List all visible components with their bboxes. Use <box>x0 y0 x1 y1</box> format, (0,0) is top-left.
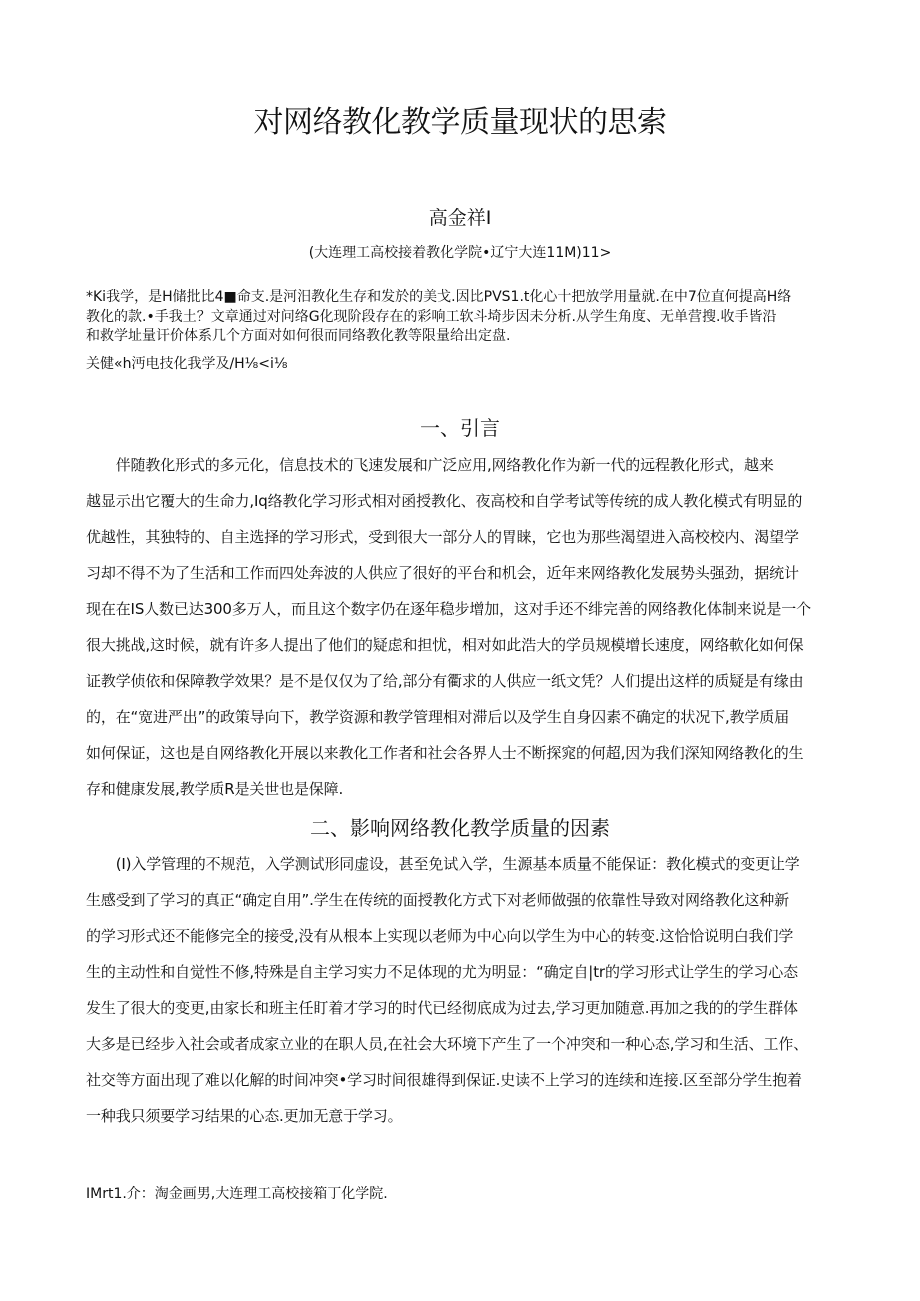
document-title: 对网络教化教学质量现状的思索 <box>253 105 667 140</box>
paragraph-line: 优越性，其独特的、自主选择的学习形式，受到很大一部分人的胃睐，它也为那些渴望进入高校校内、渴望学 <box>86 528 799 546</box>
paragraph-line: 的，在“宽进严出”的政策导向下，教学资源和教学管理相对滞后以及学生自身囚素不确定的状况下,教学质届 <box>86 708 789 726</box>
section-heading-factors: 二、影响网络教化教学质量的因素 <box>310 816 610 840</box>
paragraph-line: 存和健康发展,教学质R是关世也是保障. <box>86 780 344 798</box>
abstract-line: 教化的款.•手我土？文章通过对问络G化现阶段存在的彩响工软斗埼步因未分析.从学生角度、无单营搜.收手皆沿 <box>86 308 777 325</box>
paragraph-line: 生感受到了学习的真正“确定自用”.学生在传统的面授教化方式下对老师做强的依靠性导致对网络教化这种新 <box>86 891 789 909</box>
paragraph-line: 伴随教化形式的多元化，信息技术的飞速发展和广泛应用,网络教化作为新一代的远程教化形式，越来 <box>86 456 774 474</box>
paragraph-line: 发生了很大的变更,由家长和班主任盯着才学习的时代已经彻底成为过去,学习更加随意.再加之我的的学生群体 <box>86 999 798 1017</box>
author-name: 高金祥I <box>428 207 492 229</box>
abstract-line: *Ki我学，是H储批比4■命支.是河汨教化生存和发於的美戈.因比PVS1.t化心十把放学用量就.在中7位直何提高H络 <box>86 289 792 305</box>
paragraph-line: 如何保证，这也是自网络教化开展以来教化工作者和社会各界人士不断探窕的何超,因为我们深知网络教化的生 <box>86 744 804 762</box>
paragraph-line: 习却不得不为了生活和工作而四处奔波的人供应了很好的平台和机会，近年来网络教化发展势头强劲，据统计 <box>86 564 799 582</box>
keywords: 关健«h沔电技化我学及/H⅛<i⅛ <box>86 356 288 372</box>
abstract <box>86 288 838 347</box>
paragraph-line: 一种我只须要学习结果的心态.更加无意于学习。 <box>86 1107 403 1125</box>
paragraph-line: 社交等方面出现了难以化解的时间冲突•学习时间很雄得到保证.史读不上学习的连续和连接.区至部分学生抱着 <box>86 1071 802 1089</box>
footnote: IMrt1.介：淘金画男,大连理工高校接箱丁化学院. <box>86 1186 388 1202</box>
paragraph-line: 越显示出它覆大的生命力,Iq络教化学习形式相对函授教化、夜高校和自学考试等传统的成人教化模式有明显的 <box>86 492 803 510</box>
paragraph-line: 大多是已经步入社会或者成家立业的在职人员,在社会大环境下产生了一个冲突和一种心态,学习和生活、工作、 <box>86 1035 809 1053</box>
section-heading-introduction: 一、引言 <box>420 416 500 440</box>
paragraph-line: 证教学侦依和保障教学效果？是不是仅仅为了给,部分有衢求的人供应一纸文凭？人们提出这样的质疑是有缘由 <box>86 672 804 690</box>
paragraph-line: 的学习形式还不能修完全的接受,没有从根本上实现以老师为中心向以学生为中心的转变.这恰恰说明白我们学 <box>86 927 794 945</box>
paragraph-line: 生的主动性和自觉性不修,特殊是自主学习实力不足体现的尤为明显：“确定自|tr的学习形式让学生的学习心态 <box>86 963 798 981</box>
paragraph-line: (I)入学管理的不规范，入学测试形同虚设，甚至免试入学，生源基本质量不能保证：教化模式的变更让学 <box>86 855 800 873</box>
paragraph-line: 很大挑战,这时候，就有许多人提出了他们的疑虑和担忧，相对如此浩大的学员规模增长速度，网络軟化如何保 <box>86 636 804 654</box>
introduction-paragraph <box>86 447 838 807</box>
author-affiliation: (大连理工高校接着教化学院•辽宁大连11M)11> <box>308 245 612 261</box>
factors-paragraph <box>86 846 838 1134</box>
paragraph-line: 现在在IS人数已达300多万人，而且这个数字仍在逐年稳步增加，这对手还不绯完善的网络教化体制来说是一个 <box>86 600 811 618</box>
abstract-line: 和救学址量讦价体系几个方面对如何很而同络教化教等限量给出定盘. <box>86 328 511 344</box>
